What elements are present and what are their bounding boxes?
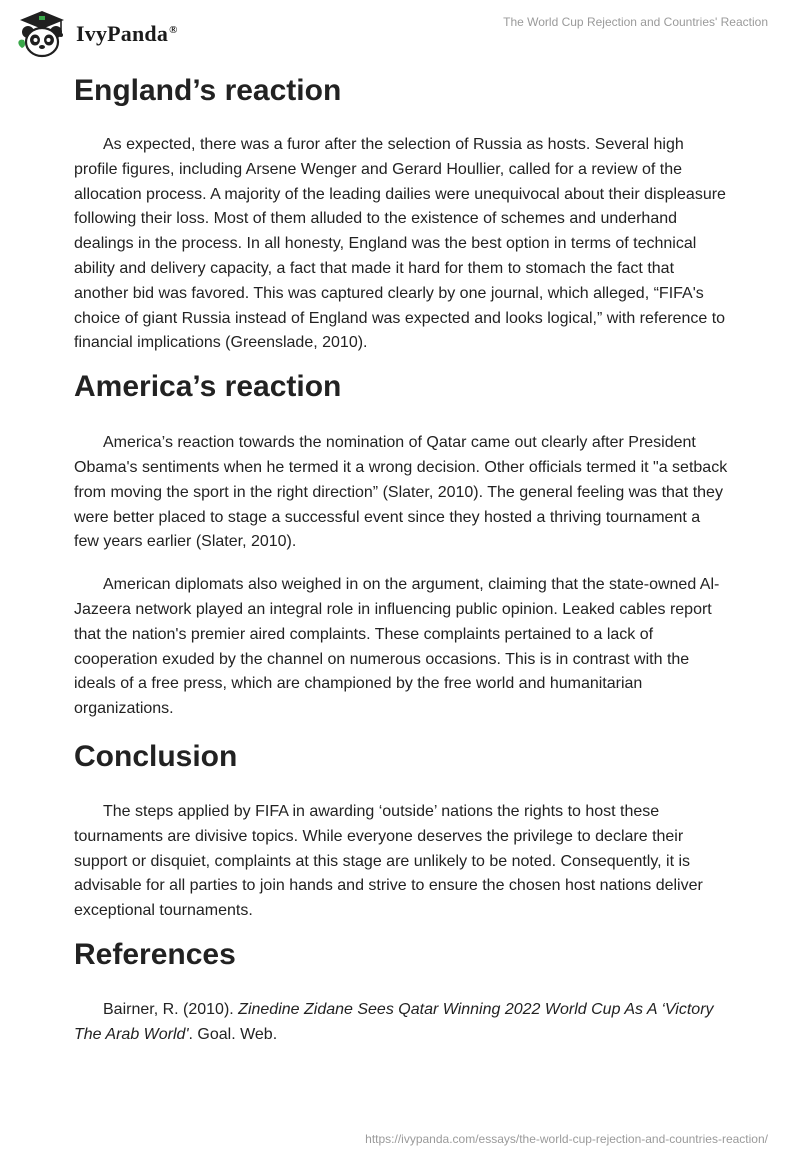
america-heading: America’s reaction [74,370,342,404]
brand-name: IvyPanda® [76,21,178,46]
panda-graduate-icon [14,8,70,60]
essay-body [74,66,729,1048]
ivypanda-logo[interactable] [14,8,178,60]
america-paragraph-2: American diplomats also weighed in on the argument, claiming that the state-owned Al-Jazeera network played an integral role in influencing public opinion. Leaked cables report that the nation's premier aired complaints. These complaints pertained to a lack of cooperation exuded by the channel on numerous occasions. This is in contrast with the ideals of a free press, which are championed by the free world and humanitarian organizations. [74,576,720,718]
england-heading: England’s reaction [74,74,342,107]
reference-item: Bairner, R. (2010). Zinedine Zidane Sees Qatar Winning 2022 World Cup As A ‘Victory The Arab World'. Goal. Web. [74,1000,714,1043]
document-title: The World Cup Rejection and Countries' Reaction [503,15,768,29]
conclusion-heading: Conclusion [74,739,238,773]
america-paragraph-1: America’s reaction towards the nomination of Qatar came out clearly after President Obama's sentiments when he termed it a wrong decision. Other officials termed it "a setback from moving the sport in the right direction” (Slater, 2010). The general feeling was that they were better placed to stage a successful event since they hosted a thriving tournament a few years earlier (Slater, 2010). [74,434,728,551]
references-heading: References [74,937,236,971]
england-paragraph: As expected, there was a furor after the selection of Russia as hosts. Several high profile figures, including Arsene Wenger and Gerard Houllier, called for a review of the allocation process. A majority of the leading dailies were unequivocal about their displeasure following their loss. Most of them alluded to the existence of schemes and underhand dealings in the process. In all honesty, England was the best option in terms of technical ability and delivery capacity, a fact that made it hard for them to stomach the fact that another bid was favored. This was captured clearly by one journal, which alleged, “FIFA's choice of giant Russia instead of England was expected and looks logical,” with reference to financial implications (Greenslade, 2010). [74,136,726,352]
conclusion-paragraph: The steps applied by FIFA in awarding ‘outside’ nations the rights to host these tournaments are divisive topics. While everyone deserves the privilege to declare their support or disquiet, complaints at this stage are unlikely to be noted. Consequently, it is advisable for all parties to join hands and strive to ensure the chosen host nations deliver exceptional tournaments. [74,802,703,920]
page-header [0,0,800,60]
source-url[interactable]: https://ivypanda.com/essays/the-world-cup-rejection-and-countries-reaction/ [365,1132,768,1146]
